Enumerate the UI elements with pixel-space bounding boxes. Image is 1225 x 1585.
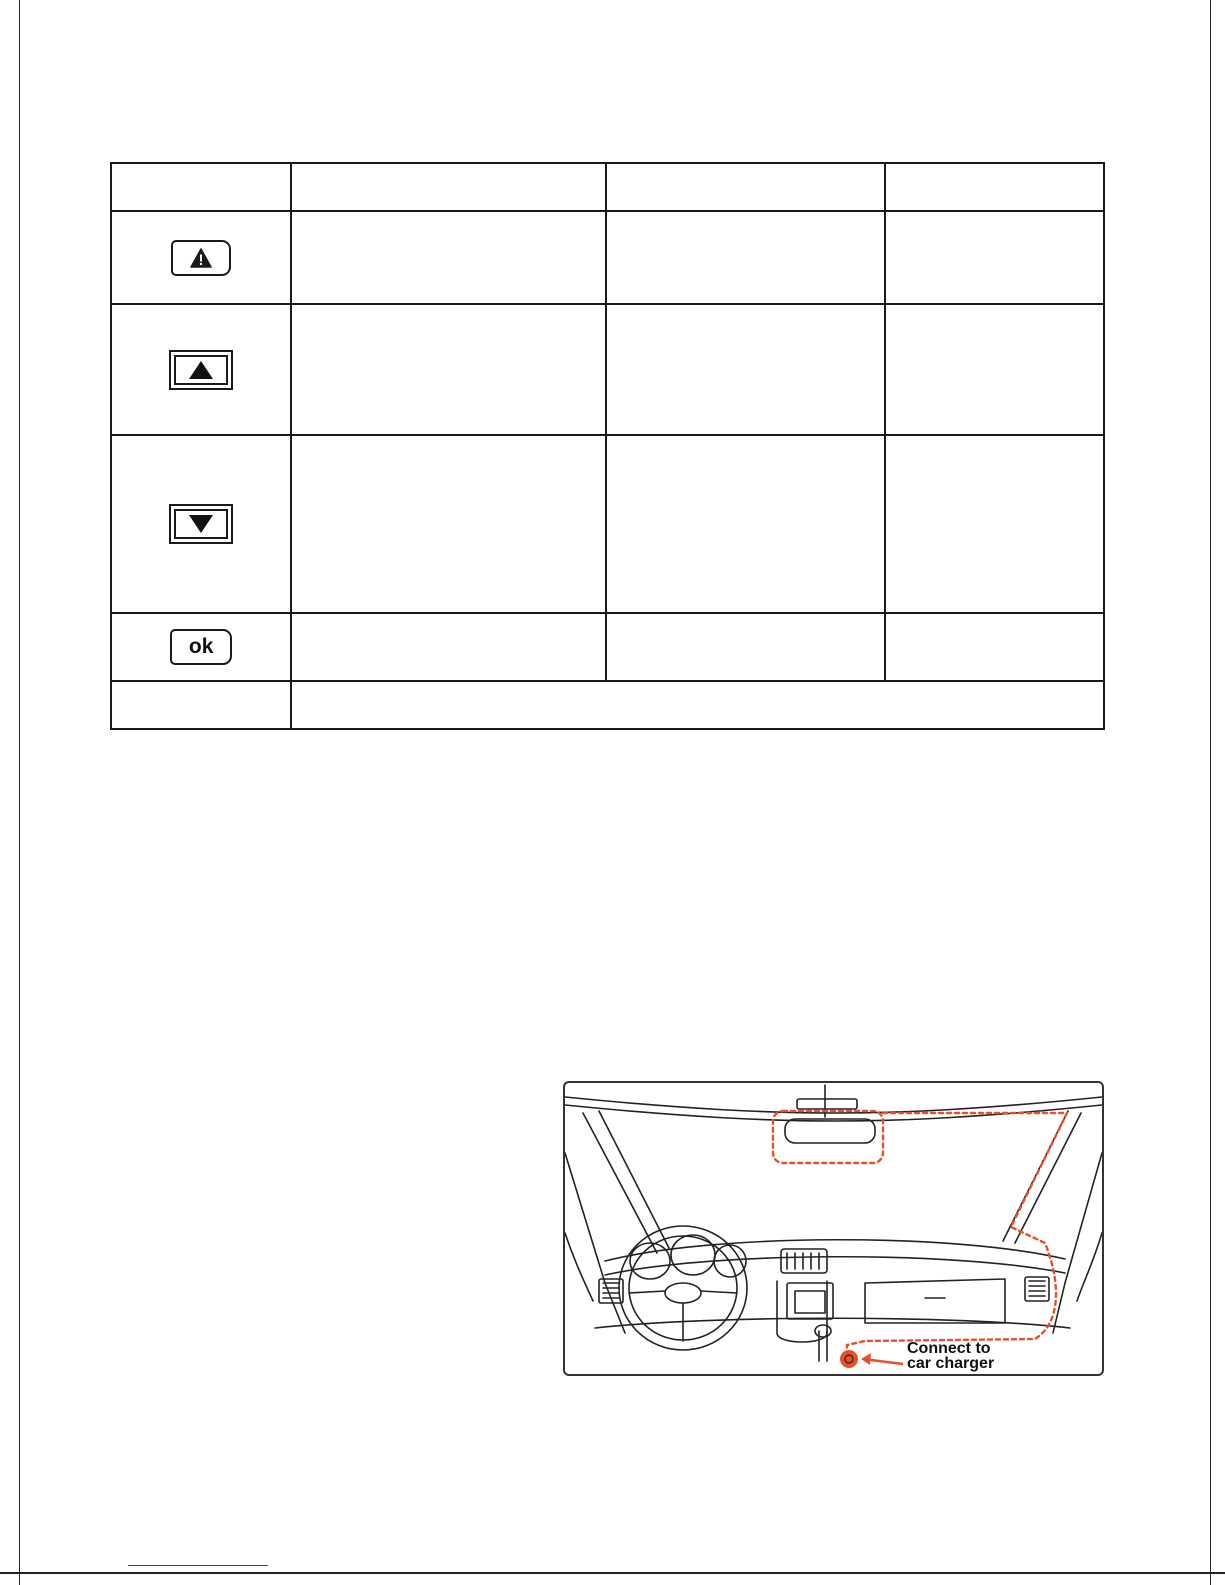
header-cell — [606, 163, 885, 211]
table-cell-wide — [291, 681, 1104, 729]
table-cell — [885, 304, 1104, 435]
table-cell — [885, 613, 1104, 681]
key-cell — [111, 435, 291, 613]
car-interior-illustration — [565, 1083, 1102, 1374]
table-cell — [111, 681, 291, 729]
table-cell — [606, 435, 885, 613]
table-cell — [606, 211, 885, 304]
table-row — [111, 435, 1104, 613]
table-row — [111, 211, 1104, 304]
car-installation-figure — [563, 1081, 1104, 1376]
charger-socket-marker — [840, 1350, 858, 1368]
table-row — [111, 681, 1104, 729]
callout-line-2: car charger — [907, 1355, 995, 1372]
table-row — [111, 304, 1104, 435]
page-border-left — [19, 0, 20, 1585]
footer-link-underline — [128, 1565, 268, 1566]
table-cell — [291, 613, 606, 681]
key-cell — [111, 211, 291, 304]
table-cell — [606, 304, 885, 435]
table-cell — [885, 211, 1104, 304]
callout-line-1: Connect to — [907, 1340, 991, 1357]
emergency-lock-button — [171, 240, 231, 276]
up-button — [169, 350, 233, 390]
header-cell — [111, 163, 291, 211]
header-cell — [885, 163, 1104, 211]
table-cell — [291, 211, 606, 304]
table-cell — [291, 435, 606, 613]
ok-label: ok — [188, 635, 214, 658]
warning-icon — [190, 248, 212, 268]
charger-callout-label — [907, 1341, 994, 1371]
page-border-bottom — [0, 1572, 1225, 1574]
page-border-right — [1210, 0, 1211, 1585]
key-cell — [111, 304, 291, 435]
table-cell — [291, 304, 606, 435]
key-cell — [111, 613, 291, 681]
ok-button — [170, 629, 232, 665]
up-arrow-icon — [188, 360, 214, 380]
button-function-table — [110, 162, 1105, 730]
down-arrow-icon — [188, 514, 214, 534]
table-cell — [606, 613, 885, 681]
header-cell — [291, 163, 606, 211]
table-row — [111, 613, 1104, 681]
table-cell — [885, 435, 1104, 613]
down-button — [169, 504, 233, 544]
table-header-row — [111, 163, 1104, 211]
